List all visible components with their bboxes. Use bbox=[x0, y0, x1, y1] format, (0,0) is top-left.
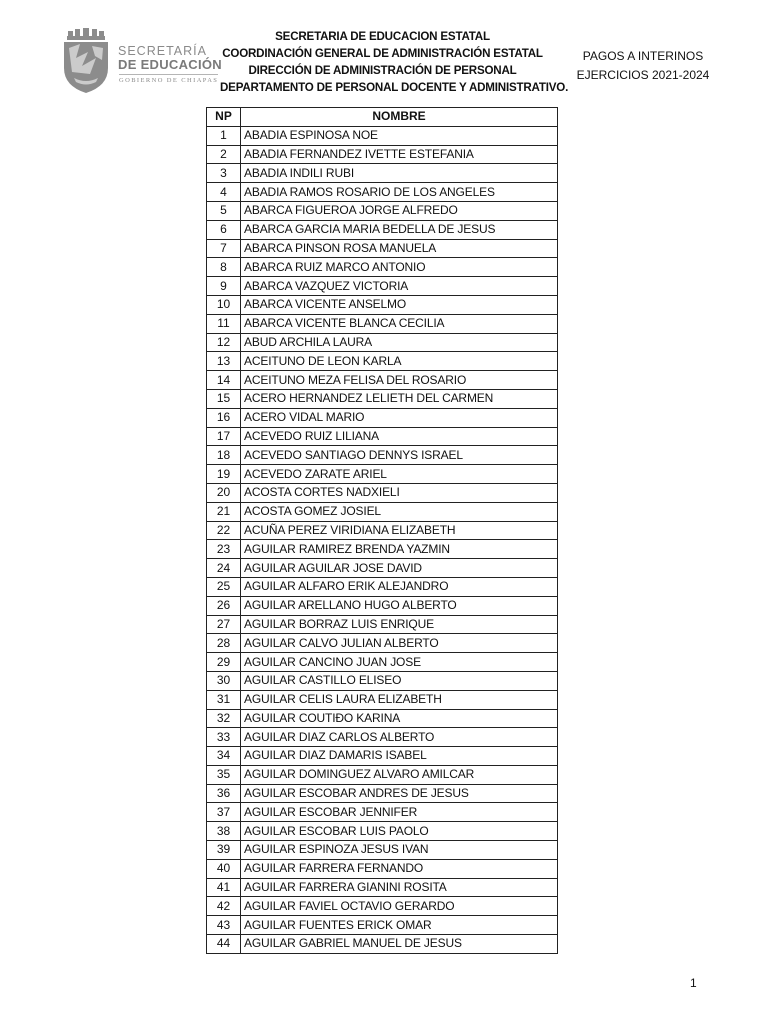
row-number: 36 bbox=[207, 784, 241, 803]
row-name: ACEVEDO ZARATE ARIEL bbox=[241, 465, 558, 484]
header-line-secretaria: SECRETARIA DE EDUCACION ESTATAL bbox=[275, 30, 490, 43]
table-row bbox=[207, 389, 558, 408]
row-name: ACOSTA GOMEZ JOSIEL bbox=[241, 502, 558, 521]
table-row bbox=[207, 540, 558, 559]
row-number: 10 bbox=[207, 295, 241, 314]
row-name: AGUILAR BORRAZ LUIS ENRIQUE bbox=[241, 615, 558, 634]
row-number: 32 bbox=[207, 709, 241, 728]
table-row bbox=[207, 577, 558, 596]
table-row bbox=[207, 220, 558, 239]
table-row bbox=[207, 164, 558, 183]
row-number: 29 bbox=[207, 653, 241, 672]
table-row bbox=[207, 822, 558, 841]
row-number: 39 bbox=[207, 841, 241, 860]
row-number: 13 bbox=[207, 352, 241, 371]
row-name: AGUILAR FARRERA GIANINI ROSITA bbox=[241, 878, 558, 897]
row-number: 27 bbox=[207, 615, 241, 634]
column-header-np: NP bbox=[207, 108, 241, 127]
table-row bbox=[207, 784, 558, 803]
row-number: 37 bbox=[207, 803, 241, 822]
row-number: 6 bbox=[207, 220, 241, 239]
row-number: 4 bbox=[207, 183, 241, 202]
row-name: ABARCA GARCIA MARIA BEDELLA DE JESUS bbox=[241, 220, 558, 239]
row-name: AGUILAR ESCOBAR JENNIFER bbox=[241, 803, 558, 822]
table-row bbox=[207, 427, 558, 446]
table-row bbox=[207, 314, 558, 333]
table-row bbox=[207, 446, 558, 465]
table-row bbox=[207, 559, 558, 578]
row-name: ABARCA VAZQUEZ VICTORIA bbox=[241, 277, 558, 296]
table-row bbox=[207, 728, 558, 747]
logo-text-gobierno: GOBIERNO DE CHIAPAS bbox=[119, 74, 218, 84]
row-name: ACERO HERNANDEZ LELIETH DEL CARMEN bbox=[241, 389, 558, 408]
row-name: AGUILAR ARELLANO HUGO ALBERTO bbox=[241, 596, 558, 615]
row-name: ABADIA INDILI RUBI bbox=[241, 164, 558, 183]
table-row bbox=[207, 615, 558, 634]
logo-text-secretaria: SECRETARÍA bbox=[118, 44, 207, 58]
row-number: 43 bbox=[207, 916, 241, 935]
row-number: 12 bbox=[207, 333, 241, 352]
row-name: ACEITUNO DE LEON KARLA bbox=[241, 352, 558, 371]
row-number: 9 bbox=[207, 277, 241, 296]
table-row bbox=[207, 333, 558, 352]
row-name: AGUILAR ESCOBAR LUIS PAOLO bbox=[241, 822, 558, 841]
document-subject bbox=[568, 47, 718, 85]
row-number: 18 bbox=[207, 446, 241, 465]
table-row bbox=[207, 841, 558, 860]
row-name: AGUILAR ESCOBAR ANDRES DE JESUS bbox=[241, 784, 558, 803]
row-number: 23 bbox=[207, 540, 241, 559]
chiapas-coat-of-arms-icon bbox=[62, 28, 110, 94]
row-number: 26 bbox=[207, 596, 241, 615]
table-row bbox=[207, 671, 558, 690]
row-number: 31 bbox=[207, 690, 241, 709]
row-number: 35 bbox=[207, 765, 241, 784]
row-name: ABARCA VICENTE ANSELMO bbox=[241, 295, 558, 314]
row-number: 33 bbox=[207, 728, 241, 747]
table-row bbox=[207, 483, 558, 502]
table-row bbox=[207, 634, 558, 653]
row-name: ACOSTA CORTES NADXIELI bbox=[241, 483, 558, 502]
logo-text-educacion: DE EDUCACIÓN bbox=[118, 57, 222, 72]
row-name: AGUILAR FUENTES ERICK OMAR bbox=[241, 916, 558, 935]
row-name: AGUILAR CASTILLO ELISEO bbox=[241, 671, 558, 690]
table-row bbox=[207, 371, 558, 390]
row-number: 44 bbox=[207, 935, 241, 954]
table-row bbox=[207, 897, 558, 916]
row-name: AGUILAR COUTIÐO KARINA bbox=[241, 709, 558, 728]
table-row bbox=[207, 277, 558, 296]
subject-years: EJERCICIOS 2021-2024 bbox=[576, 68, 710, 82]
table-row bbox=[207, 653, 558, 672]
table-row bbox=[207, 183, 558, 202]
row-number: 1 bbox=[207, 126, 241, 145]
row-number: 19 bbox=[207, 465, 241, 484]
row-name: AGUILAR CALVO JULIAN ALBERTO bbox=[241, 634, 558, 653]
row-name: AGUILAR RAMIREZ BRENDA YAZMIN bbox=[241, 540, 558, 559]
table-body bbox=[207, 126, 558, 953]
row-name: AGUILAR AGUILAR JOSE DAVID bbox=[241, 559, 558, 578]
table-row bbox=[207, 916, 558, 935]
table-row bbox=[207, 765, 558, 784]
row-number: 28 bbox=[207, 634, 241, 653]
row-name: ABARCA PINSON ROSA MANUELA bbox=[241, 239, 558, 258]
table-row bbox=[207, 201, 558, 220]
row-name: AGUILAR ALFARO ERIK ALEJANDRO bbox=[241, 577, 558, 596]
row-number: 30 bbox=[207, 671, 241, 690]
row-number: 15 bbox=[207, 389, 241, 408]
row-name: ACEVEDO RUIZ LILIANA bbox=[241, 427, 558, 446]
column-header-nombre: NOMBRE bbox=[241, 108, 558, 127]
row-number: 42 bbox=[207, 897, 241, 916]
row-number: 14 bbox=[207, 371, 241, 390]
row-number: 25 bbox=[207, 577, 241, 596]
row-name: AGUILAR FAVIEL OCTAVIO GERARDO bbox=[241, 897, 558, 916]
table-row bbox=[207, 521, 558, 540]
table-row bbox=[207, 803, 558, 822]
table-row bbox=[207, 878, 558, 897]
row-name: AGUILAR GABRIEL MANUEL DE JESUS bbox=[241, 935, 558, 954]
row-number: 7 bbox=[207, 239, 241, 258]
row-number: 20 bbox=[207, 483, 241, 502]
table-row bbox=[207, 465, 558, 484]
row-name: ABADIA ESPINOSA NOE bbox=[241, 126, 558, 145]
table-row bbox=[207, 502, 558, 521]
row-name: ABARCA VICENTE BLANCA CECILIA bbox=[241, 314, 558, 333]
row-number: 17 bbox=[207, 427, 241, 446]
subject-title: PAGOS A INTERINOS bbox=[582, 49, 704, 63]
row-number: 41 bbox=[207, 878, 241, 897]
row-number: 16 bbox=[207, 408, 241, 427]
table-row bbox=[207, 145, 558, 164]
table-row bbox=[207, 258, 558, 277]
row-name: ABUD ARCHILA LAURA bbox=[241, 333, 558, 352]
secretaria-educacion-logo bbox=[62, 28, 222, 96]
table-row bbox=[207, 935, 558, 954]
row-number: 24 bbox=[207, 559, 241, 578]
row-name: AGUILAR CANCINO JUAN JOSE bbox=[241, 653, 558, 672]
table-row bbox=[207, 408, 558, 427]
row-number: 21 bbox=[207, 502, 241, 521]
row-number: 8 bbox=[207, 258, 241, 277]
row-name: ABARCA FIGUEROA JORGE ALFREDO bbox=[241, 201, 558, 220]
header-line-departamento: DEPARTAMENTO DE PERSONAL DOCENTE Y ADMINISTRATIVO. bbox=[220, 81, 569, 94]
table-row bbox=[207, 690, 558, 709]
page-number: 1 bbox=[690, 976, 697, 990]
row-number: 2 bbox=[207, 145, 241, 164]
row-name: ABADIA RAMOS ROSARIO DE LOS ANGELES bbox=[241, 183, 558, 202]
table-header-row bbox=[207, 108, 558, 127]
row-name: AGUILAR ESPINOZA JESUS IVAN bbox=[241, 841, 558, 860]
interinos-table bbox=[206, 107, 558, 954]
row-number: 22 bbox=[207, 521, 241, 540]
row-name: ABARCA RUIZ MARCO ANTONIO bbox=[241, 258, 558, 277]
table-row bbox=[207, 596, 558, 615]
row-name: ACEVEDO SANTIAGO DENNYS ISRAEL bbox=[241, 446, 558, 465]
row-name: ACEITUNO MEZA FELISA DEL ROSARIO bbox=[241, 371, 558, 390]
row-number: 11 bbox=[207, 314, 241, 333]
row-name: ACUÑA PEREZ VIRIDIANA ELIZABETH bbox=[241, 521, 558, 540]
header-line-coordinacion: COORDINACIÓN GENERAL DE ADMINISTRACIÓN ESTATAL bbox=[222, 47, 543, 60]
row-number: 38 bbox=[207, 822, 241, 841]
table-row bbox=[207, 859, 558, 878]
table-row bbox=[207, 126, 558, 145]
row-number: 40 bbox=[207, 859, 241, 878]
row-name: AGUILAR DIAZ CARLOS ALBERTO bbox=[241, 728, 558, 747]
table-row bbox=[207, 352, 558, 371]
row-number: 5 bbox=[207, 201, 241, 220]
row-number: 34 bbox=[207, 747, 241, 766]
table-row bbox=[207, 709, 558, 728]
table-row bbox=[207, 747, 558, 766]
row-name: AGUILAR FARRERA FERNANDO bbox=[241, 859, 558, 878]
row-name: ABADIA FERNANDEZ IVETTE ESTEFANIA bbox=[241, 145, 558, 164]
row-name: AGUILAR CELIS LAURA ELIZABETH bbox=[241, 690, 558, 709]
row-number: 3 bbox=[207, 164, 241, 183]
row-name: AGUILAR DIAZ DAMARIS ISABEL bbox=[241, 747, 558, 766]
header-line-direccion: DIRECCIÓN DE ADMINISTRACIÓN DE PERSONAL bbox=[248, 64, 517, 77]
row-name: AGUILAR DOMINGUEZ ALVARO AMILCAR bbox=[241, 765, 558, 784]
table-row bbox=[207, 295, 558, 314]
table-row bbox=[207, 239, 558, 258]
row-name: ACERO VIDAL MARIO bbox=[241, 408, 558, 427]
document-header bbox=[220, 28, 569, 96]
